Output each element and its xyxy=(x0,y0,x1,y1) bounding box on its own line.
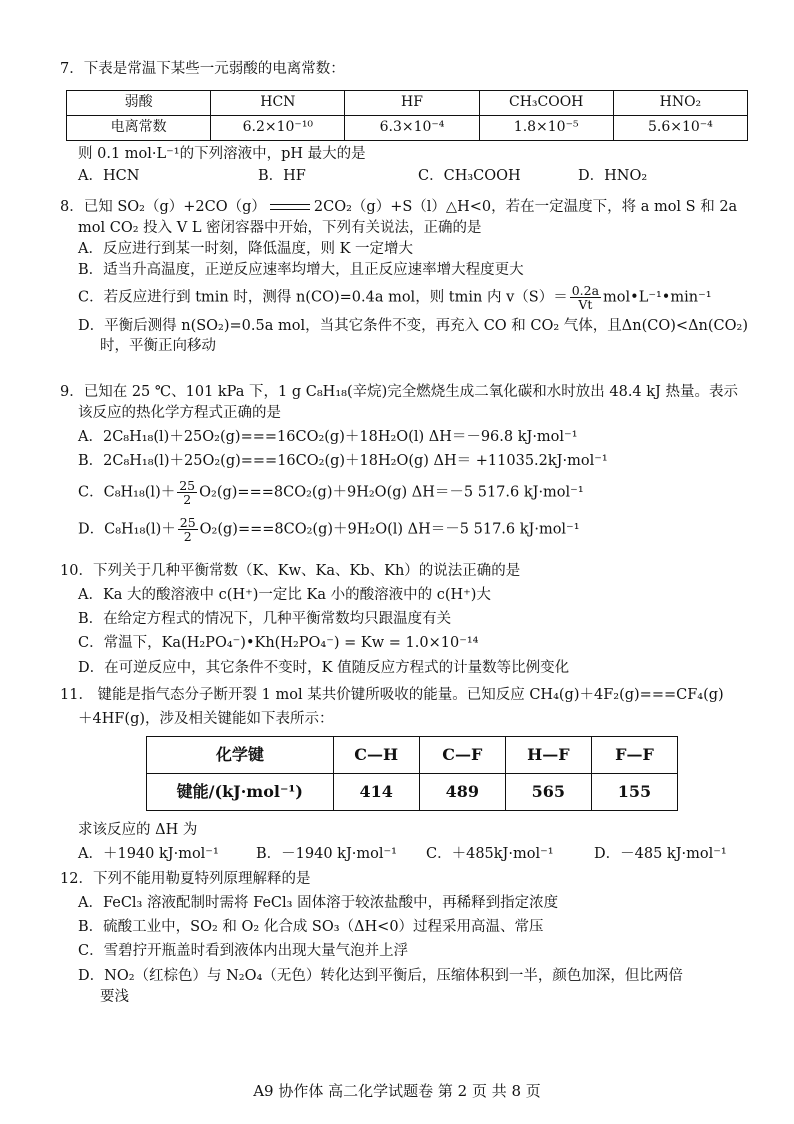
fraction-denominator: Vt xyxy=(578,296,593,312)
q12-option-d: D．NO₂（红棕色）与 N₂O₄（无色）转化达到平衡后，压缩体积到一半，颜色加深，但比两倍 xyxy=(78,967,683,984)
q8-option-b: B．适当升高温度，正逆反应速率均增大，且正反应速率增大程度更大 xyxy=(78,262,524,279)
q11-header-cell: C—F xyxy=(419,737,505,774)
q11-stem: 11． 键能是指气态分子断开裂 1 mol 某共价键所吸收的能量。已知反应 CH₄(g)＋4F₂(g)===CF₄(g) xyxy=(60,687,724,703)
q7-question: 则 0.1 mol·L⁻¹的下列溶液中，pH 最大的是 xyxy=(78,146,366,163)
q9-option-a: A．2C₈H₁₈(l)＋25O₂(g)===16CO₂(g)＋18H₂O(l) ΔH＝－96.8 kJ·mol⁻¹ xyxy=(78,429,578,446)
q9-fraction xyxy=(177,479,197,506)
q11-option-d: D．－485 kJ·mol⁻¹ xyxy=(594,846,727,863)
q7-header-cell: HF xyxy=(345,91,479,116)
q11-table-header-row xyxy=(147,737,678,774)
question-11 xyxy=(60,686,750,864)
page-footer: A9 协作体 高二化学试题卷 第 2 页 共 8 页 xyxy=(253,1082,541,1100)
q12-option-a: A．FeCl₃ 溶液配制时需将 FeCl₃ 固体溶于较浓盐酸中，再稀释到指定浓度 xyxy=(78,895,559,912)
q7-table-value-row xyxy=(67,116,748,141)
q11-value-cell: 414 xyxy=(333,774,419,811)
q8-option-d-cont: 时，平衡正向移动 xyxy=(100,337,216,354)
q7-value-cell: 5.6×10⁻⁴ xyxy=(613,116,747,141)
q9-option-c xyxy=(60,479,750,506)
q7-options xyxy=(60,167,750,185)
q9-option-c-rest: O₂(g)===8CO₂(g)＋9H₂O(g) ΔH＝－5 517.6 kJ·mol⁻¹ xyxy=(199,484,584,501)
q11-value-cell: 565 xyxy=(505,774,591,811)
q11-table-value-row xyxy=(147,774,678,811)
q8-stem-a: 8．已知 SO₂（g）+2CO（g） xyxy=(60,199,266,215)
question-12 xyxy=(60,870,750,1006)
q7-value-cell: 6.2×10⁻¹⁰ xyxy=(211,116,345,141)
fraction-denominator: 2 xyxy=(183,528,192,544)
q11-header-cell: C—H xyxy=(333,737,419,774)
q8-option-c-unit: mol•L⁻¹•min⁻¹ xyxy=(603,289,712,306)
q12-option-d-cont: 要浅 xyxy=(100,988,129,1005)
fraction-numerator: 25 xyxy=(179,514,196,530)
q7-header-cell: CH₃COOH xyxy=(479,91,613,116)
q11-options xyxy=(60,845,750,863)
q11-option-a: A．＋1940 kJ·mol⁻¹ xyxy=(78,846,219,863)
q8-stem xyxy=(60,198,750,216)
q8-stem-line2: mol CO₂ 投入 V L 密闭容器中开始，下列有关说法，正确的是 xyxy=(78,220,482,237)
q9-stem-line2: 该反应的热化学方程式正确的是 xyxy=(78,405,281,422)
q7-option-a: A．HCN xyxy=(78,168,140,185)
q9-option-c-text: C．C₈H₁₈(l)＋ xyxy=(78,484,176,501)
q12-stem: 12．下列不能用勒夏特列原理解释的是 xyxy=(60,871,311,887)
q8-rate-fraction xyxy=(570,284,601,311)
q10-option-b: B．在给定方程式的情况下，几种平衡常数均只跟温度有关 xyxy=(78,611,452,628)
q12-option-c: C．雪碧拧开瓶盖时看到液体内出现大量气泡并上浮 xyxy=(78,943,409,960)
question-8 xyxy=(60,198,750,355)
q8-option-c xyxy=(60,284,750,311)
q10-option-a: A．Ka 大的酸溶液中 c(H⁺)一定比 Ka 小的酸溶液中的 c(H⁺)大 xyxy=(78,587,491,604)
q11-value-cell: 键能/(kJ·mol⁻¹) xyxy=(147,774,334,811)
q9-option-d-text: D．C₈H₁₈(l)＋ xyxy=(78,521,176,538)
q7-header-cell: HNO₂ xyxy=(613,91,747,116)
q8-stem-b: 2CO₂（g）+S（l）△H<0，若在一定温度下，将 a mol S 和 2a xyxy=(313,199,738,215)
q7-table-header-row xyxy=(67,91,748,116)
q11-header-cell: 化学键 xyxy=(147,737,334,774)
q11-bond-energy-table xyxy=(146,736,678,811)
q12-option-b: B．硫酸工业中，SO₂ 和 O₂ 化合成 SO₃（ΔH<0）过程采用高温、常压 xyxy=(78,919,544,936)
equilibrium-arrow-icon xyxy=(270,201,310,213)
q11-stem-line2: ＋4HF(g)，涉及相关键能如下表所示： xyxy=(78,711,334,728)
question-7 xyxy=(60,60,750,185)
q7-value-cell: 电离常数 xyxy=(67,116,211,141)
q9-stem: 9．已知在 25 ℃、101 kPa 下，1 g C₈H₁₈(辛烷)完全燃烧生成二氧化碳和水时放出 48.4 kJ 热量。表示 xyxy=(60,384,738,400)
q7-option-b: B．HF xyxy=(258,168,306,185)
q11-value-cell: 489 xyxy=(419,774,505,811)
fraction-denominator: 2 xyxy=(183,491,192,507)
q8-option-c-text: C．若反应进行到 tmin 时，测得 n(CO)=0.4a mol，则 tmin 内 v（S）＝ xyxy=(78,289,568,306)
q7-value-cell: 6.3×10⁻⁴ xyxy=(345,116,479,141)
question-9 xyxy=(60,383,750,543)
q11-header-cell: F—F xyxy=(591,737,677,774)
q9-option-b: B．2C₈H₁₈(l)＋25O₂(g)===16CO₂(g)＋18H₂O(g) ΔH＝ +11035.2kJ·mol⁻¹ xyxy=(78,453,608,470)
q10-option-d: D．在可逆反应中，其它条件不变时，K 值随反应方程式的计量数等比例变化 xyxy=(78,659,570,676)
q8-option-d: D．平衡后测得 n(SO₂)=0.5a mol，当其它条件不变，再充入 CO 和 CO₂ 气体，且Δn(CO)<Δn(CO₂) xyxy=(78,317,748,334)
q7-option-c: C．CH₃COOH xyxy=(418,168,521,185)
q11-value-cell: 155 xyxy=(591,774,677,811)
q9-fraction xyxy=(178,516,198,543)
q8-option-a: A．反应进行到某一时刻，降低温度，则 K 一定增大 xyxy=(78,241,414,258)
q10-option-c: C．常温下，Ka(H₂PO₄⁻)•Kh(H₂PO₄⁻) = Kw = 1.0×10⁻¹⁴ xyxy=(78,635,479,652)
q9-option-d xyxy=(60,516,750,543)
q7-value-cell: 1.8×10⁻⁵ xyxy=(479,116,613,141)
q9-option-d-rest: O₂(g)===8CO₂(g)＋9H₂O(l) ΔH＝－5 517.6 kJ·mol⁻¹ xyxy=(199,521,580,538)
q7-ionization-table xyxy=(66,90,748,141)
q7-header-cell: HCN xyxy=(211,91,345,116)
fraction-numerator: 0.2a xyxy=(571,282,600,298)
fraction-numerator: 25 xyxy=(179,477,196,493)
q11-question: 求该反应的 ΔH 为 xyxy=(78,822,198,839)
q11-header-cell: H—F xyxy=(505,737,591,774)
q7-stem: 7．下表是常温下某些一元弱酸的电离常数： xyxy=(60,61,345,77)
q11-option-b: B．－1940 kJ·mol⁻¹ xyxy=(256,846,397,863)
question-10 xyxy=(60,562,750,677)
q10-stem: 10．下列关于几种平衡常数（K、Kw、Ka、Kb、Kh）的说法正确的是 xyxy=(60,563,521,579)
q7-option-d: D．HNO₂ xyxy=(578,168,648,185)
q7-header-cell: 弱酸 xyxy=(67,91,211,116)
q11-option-c: C．＋485kJ·mol⁻¹ xyxy=(426,846,554,863)
